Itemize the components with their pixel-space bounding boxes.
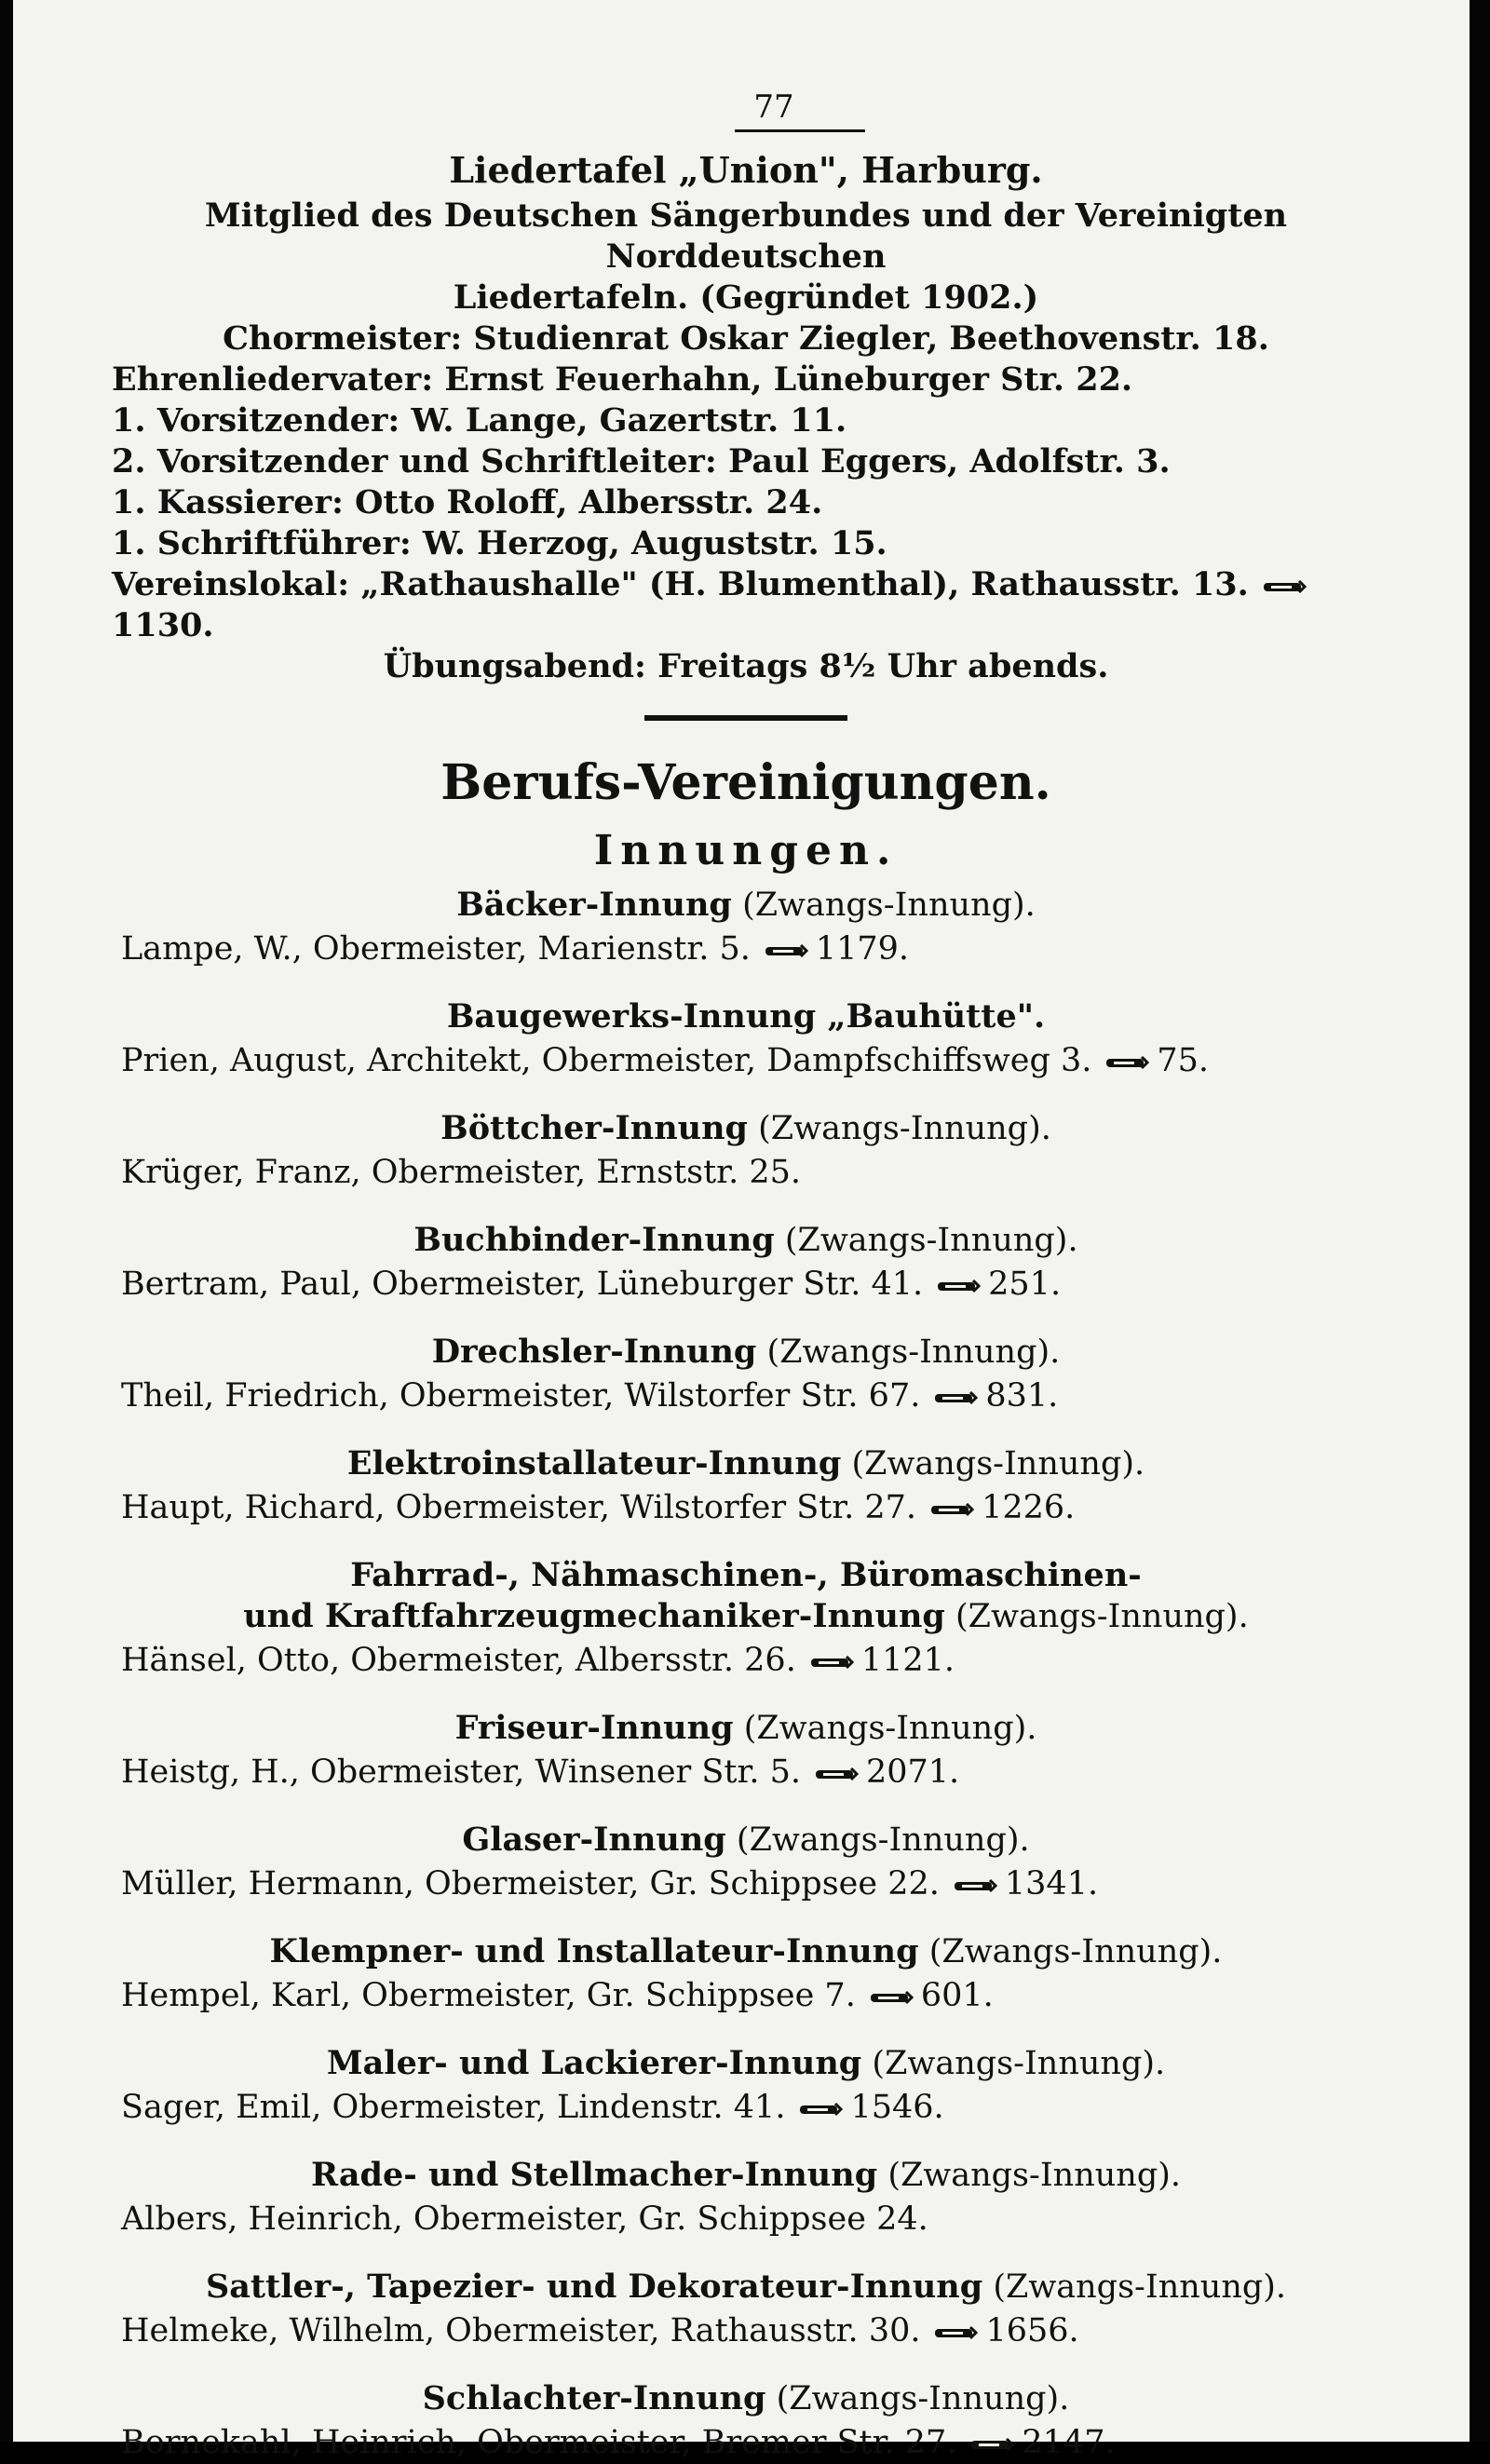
guild-entry bbox=[121, 927, 1380, 970]
guild-title bbox=[112, 885, 1380, 926]
page-number-rule bbox=[735, 129, 865, 132]
guild-title bbox=[112, 1443, 1380, 1484]
guild-entry bbox=[121, 1862, 1380, 1905]
guild-title bbox=[112, 1820, 1380, 1861]
telephone-icon bbox=[764, 941, 808, 960]
guild-name: Fahrrad-, Nähmaschinen-, Büromaschinen- bbox=[350, 1556, 1142, 1594]
guild-type: (Zwangs-Innung). bbox=[928, 1933, 1223, 1970]
guild-type: (Zwangs-Innung). bbox=[851, 1445, 1145, 1482]
guild-phone: 1121. bbox=[860, 1642, 955, 1679]
guild-title bbox=[112, 1708, 1380, 1749]
guild-phone: 1226. bbox=[982, 1489, 1076, 1526]
telephone-icon bbox=[814, 1765, 859, 1783]
guild-type: (Zwangs-Innung). bbox=[872, 2045, 1166, 2082]
guild-entry bbox=[121, 1039, 1380, 1082]
guild-name: Klempner- und Installateur-Innung bbox=[269, 1932, 919, 1970]
guild-master: Hempel, Karl, Obermeister, Gr. Schippsee 7. bbox=[121, 1977, 856, 2014]
guild-type: (Zwangs-Innung). bbox=[742, 887, 1036, 924]
telephone-icon bbox=[969, 2435, 1014, 2454]
guild-master: Hänsel, Otto, Obermeister, Albersstr. 26. bbox=[121, 1642, 796, 1679]
guild-item bbox=[112, 1108, 1380, 1194]
guild-item bbox=[112, 1555, 1380, 1682]
guild-master: Bornekahl, Heinrich, Obermeister, Bremer Str. 27. bbox=[121, 2424, 957, 2461]
club-venue-line bbox=[112, 564, 1380, 646]
guild-title bbox=[112, 2043, 1380, 2084]
guild-item bbox=[112, 2378, 1380, 2464]
guild-title bbox=[112, 1108, 1380, 1149]
guild-title bbox=[112, 996, 1380, 1037]
guild-item bbox=[112, 1332, 1380, 1417]
club-chormeister: Chormeister: Studienrat Oskar Ziegler, Beethovenstr. 18. bbox=[223, 319, 1269, 358]
guild-title bbox=[112, 1332, 1380, 1373]
guild-title bbox=[112, 2378, 1380, 2419]
scan-border-right bbox=[1470, 0, 1490, 2442]
guild-name: Elektroinstallateur-Innung bbox=[346, 1444, 842, 1482]
guild-item bbox=[112, 1708, 1380, 1794]
guild-master: Krüger, Franz, Obermeister, Ernststr. 25. bbox=[121, 1154, 801, 1191]
club-title: Liedertafel „Union", Harburg. bbox=[449, 149, 1043, 191]
guild-name: Maler- und Lackierer-Innung bbox=[326, 2044, 862, 2082]
guild-type: (Zwangs-Innung). bbox=[776, 2380, 1070, 2417]
club-membership-line-1: Mitglied des Deutschen Sängerbundes und der Vereinigten Norddeutschen bbox=[204, 196, 1288, 276]
guild-entry bbox=[121, 1374, 1380, 1417]
guild-title bbox=[112, 2267, 1380, 2308]
guild-item bbox=[112, 2267, 1380, 2352]
guild-item bbox=[112, 1443, 1380, 1529]
guild-master: Albers, Heinrich, Obermeister, Gr. Schippsee 24. bbox=[121, 2200, 928, 2238]
guild-master: Haupt, Richard, Obermeister, Wilstorfer Str. 27. bbox=[121, 1489, 917, 1526]
guild-type: (Zwangs-Innung). bbox=[993, 2268, 1287, 2306]
club-membership-line-2: Liedertafeln. (Gegründet 1902.) bbox=[453, 278, 1039, 317]
guild-type: (Zwangs-Innung). bbox=[784, 1222, 1078, 1259]
guild-item bbox=[112, 885, 1380, 970]
club-venue-phone: 1130. bbox=[112, 606, 214, 644]
guild-item bbox=[112, 2043, 1380, 2129]
club-officer: Ehrenliedervater: Ernst Feuerhahn, Lüneburger Str. 22. bbox=[112, 360, 1133, 399]
telephone-icon bbox=[1104, 1053, 1149, 1072]
guild-entry bbox=[121, 2198, 1380, 2241]
guild-name: Drechsler-Innung bbox=[431, 1333, 757, 1371]
guild-phone: 75. bbox=[1157, 1042, 1210, 1079]
club-officer: 2. Vorsitzender und Schriftleiter: Paul Eggers, Adolfstr. 3. bbox=[112, 442, 1171, 481]
guild-phone: 2071. bbox=[865, 1753, 960, 1791]
guild-name: Böttcher-Innung bbox=[440, 1109, 749, 1147]
guild-type: (Zwangs-Innung). bbox=[743, 1710, 1037, 1747]
guild-master: Prien, August, Architekt, Obermeister, Dampfschiffsweg 3. bbox=[121, 1042, 1092, 1079]
guild-phone: 1656. bbox=[985, 2312, 1079, 2349]
guild-master: Theil, Friedrich, Obermeister, Wilstorfer Str. 67. bbox=[121, 1377, 921, 1415]
telephone-icon bbox=[1262, 577, 1307, 596]
guild-item bbox=[112, 996, 1380, 1082]
guild-entry bbox=[121, 1751, 1380, 1794]
guild-type: (Zwangs-Innung). bbox=[766, 1334, 1061, 1371]
guild-master: Bertram, Paul, Obermeister, Lüneburger Str. 41. bbox=[121, 1266, 924, 1303]
telephone-icon bbox=[933, 1388, 978, 1407]
guild-entry bbox=[121, 2421, 1380, 2464]
guild-phone: 2147. bbox=[1022, 2424, 1116, 2461]
telephone-icon bbox=[929, 1500, 974, 1519]
guild-title bbox=[112, 1931, 1380, 1972]
telephone-icon bbox=[809, 1653, 854, 1672]
telephone-icon bbox=[869, 1988, 914, 2007]
guild-entry bbox=[121, 1151, 1380, 1194]
guild-phone: 1546. bbox=[850, 2089, 944, 2126]
guild-master: Helmeke, Wilhelm, Obermeister, Rathausstr. 30. bbox=[121, 2312, 921, 2349]
guild-entry bbox=[121, 1639, 1380, 1682]
guild-type: (Zwangs-Innung). bbox=[758, 1110, 1051, 1147]
guild-entry bbox=[121, 1263, 1380, 1306]
guild-phone: 1341. bbox=[1004, 1865, 1099, 1902]
guild-name-cont: und Kraftfahrzeugmechaniker-Innung bbox=[243, 1597, 945, 1635]
guild-list bbox=[112, 885, 1380, 2464]
page-number: 77 bbox=[753, 88, 794, 126]
club-venue: Vereinslokal: „Rathaushalle" (H. Blumenthal), Rathausstr. 13. bbox=[112, 565, 1249, 603]
guild-title-cont bbox=[112, 1596, 1380, 1637]
guild-name: Rade- und Stellmacher-Innung bbox=[310, 2156, 878, 2194]
guild-name: Friseur-Innung bbox=[454, 1709, 734, 1747]
club-section bbox=[112, 149, 1380, 687]
guild-title bbox=[112, 1220, 1380, 1261]
guild-type: (Zwangs-Innung). bbox=[887, 2157, 1182, 2194]
club-officer: 1. Vorsitzender: W. Lange, Gazertstr. 11. bbox=[112, 401, 847, 440]
club-officer: 1. Kassierer: Otto Roloff, Albersstr. 24. bbox=[112, 483, 823, 521]
scan-border-left bbox=[0, 0, 13, 2442]
club-rehearsal: Übungsabend: Freitags 8½ Uhr abends. bbox=[383, 647, 1109, 685]
guild-item bbox=[112, 1220, 1380, 1306]
telephone-icon bbox=[936, 1277, 981, 1295]
guild-title bbox=[112, 2155, 1380, 2196]
guild-phone: 831. bbox=[985, 1377, 1059, 1415]
telephone-icon bbox=[798, 2100, 843, 2119]
guild-phone: 1179. bbox=[815, 930, 910, 968]
guild-name: Schlachter-Innung bbox=[422, 2379, 766, 2417]
section-divider bbox=[644, 715, 847, 721]
guild-entry bbox=[121, 1974, 1380, 2017]
guild-name: Bäcker-Innung bbox=[456, 886, 732, 924]
guild-name: Sattler-, Tapezier- und Dekorateur-Innung bbox=[205, 2268, 983, 2306]
guild-master: Heistg, H., Obermeister, Winsener Str. 5. bbox=[121, 1753, 801, 1791]
sub-heading: Innungen. bbox=[593, 827, 899, 874]
guild-entry bbox=[121, 1486, 1380, 1529]
guild-master: Lampe, W., Obermeister, Marienstr. 5. bbox=[121, 930, 751, 968]
guild-item bbox=[112, 1931, 1380, 2017]
guild-entry bbox=[121, 2309, 1380, 2352]
guild-name: Baugewerks-Innung „Bauhütte". bbox=[446, 997, 1046, 1036]
guild-type: (Zwangs-Innung). bbox=[955, 1598, 1249, 1635]
guild-type: (Zwangs-Innung). bbox=[736, 1821, 1030, 1859]
guild-entry bbox=[121, 2086, 1380, 2129]
guild-title bbox=[112, 1555, 1380, 1596]
guild-item bbox=[112, 2155, 1380, 2241]
telephone-icon bbox=[933, 2323, 978, 2342]
main-heading: Berufs-Vereinigungen. bbox=[440, 754, 1051, 811]
guild-phone: 601. bbox=[920, 1977, 994, 2014]
guild-master: Müller, Hermann, Obermeister, Gr. Schippsee 22. bbox=[121, 1865, 940, 1902]
telephone-icon bbox=[953, 1876, 997, 1895]
guild-phone: 251. bbox=[988, 1266, 1062, 1303]
guild-item bbox=[112, 1820, 1380, 1905]
club-officer: 1. Schriftführer: W. Herzog, Auguststr. 15. bbox=[112, 524, 887, 562]
guild-name: Glaser-Innung bbox=[462, 1821, 726, 1859]
guild-name: Buchbinder-Innung bbox=[413, 1221, 775, 1259]
guild-master: Sager, Emil, Obermeister, Lindenstr. 41. bbox=[121, 2089, 786, 2126]
